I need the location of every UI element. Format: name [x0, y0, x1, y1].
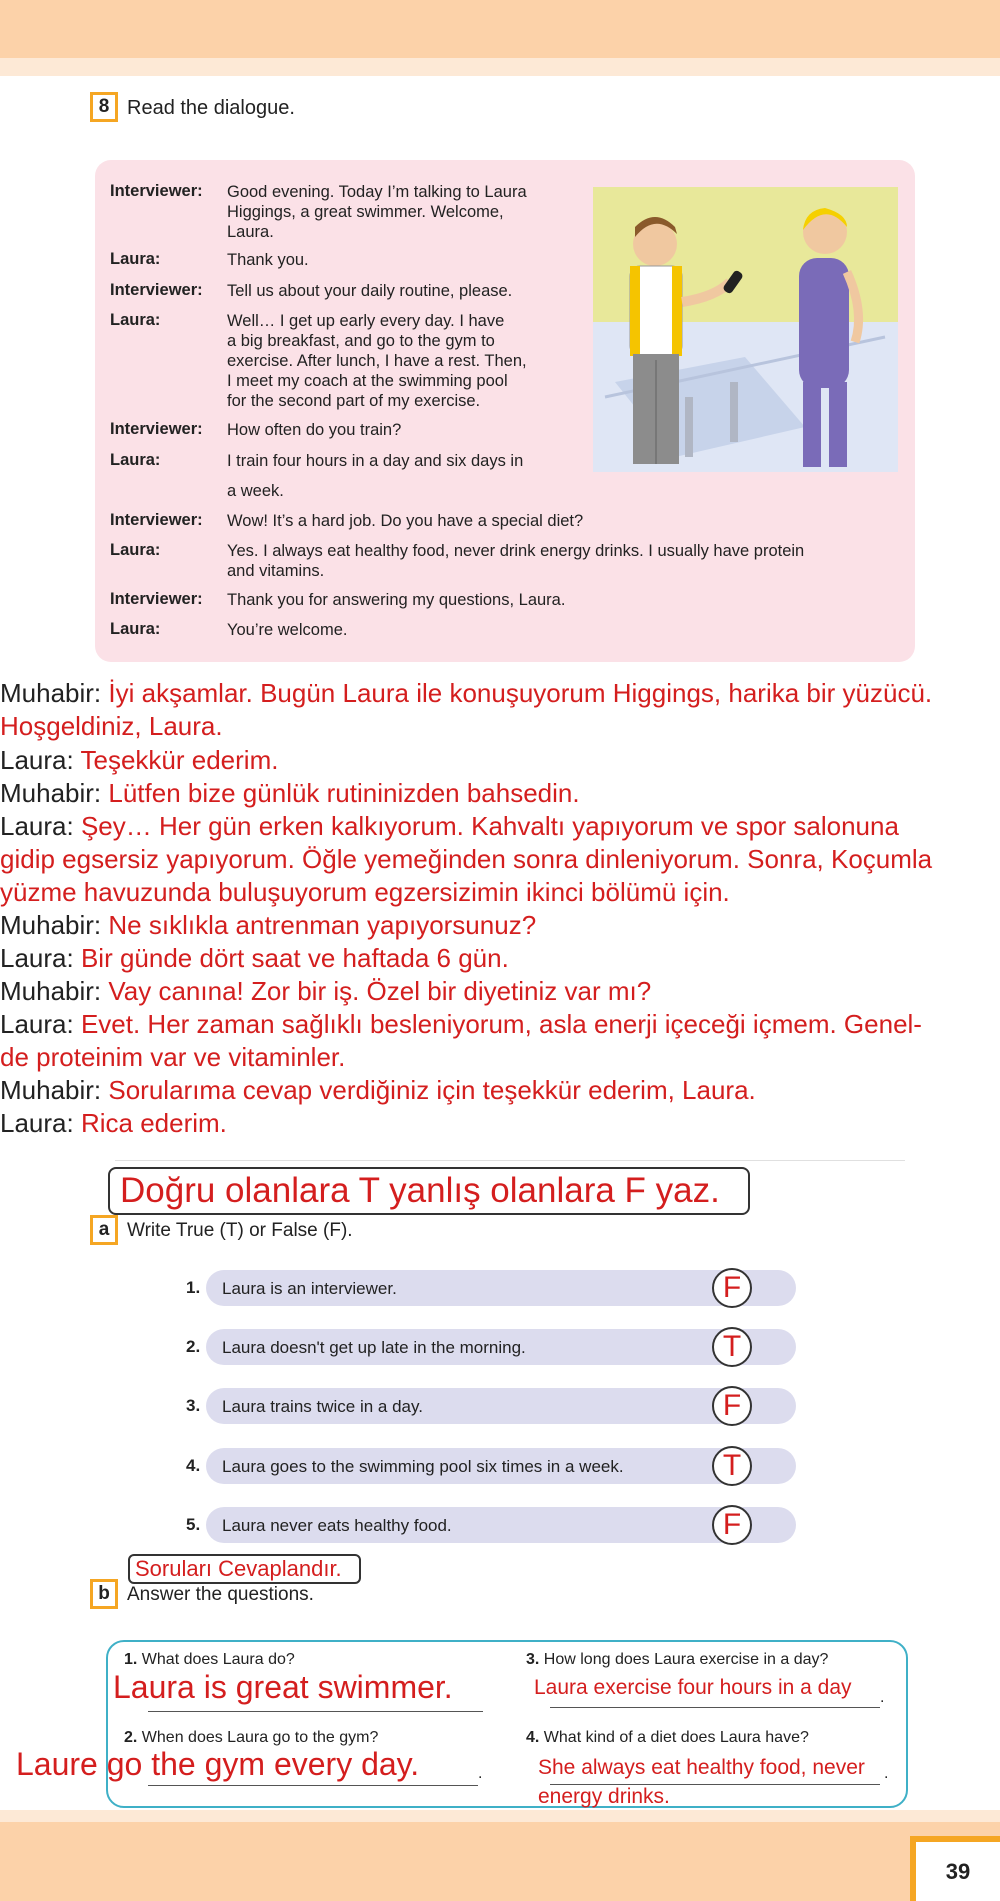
question-1: 1. What does Laura do? [124, 1651, 295, 1668]
translation-line: Laura: Evet. Her zaman sağlıklı besleniyorum, asla enerji içeceği içmem. Genel- [0, 1009, 922, 1039]
translation-line: gidip egsersiz yapıyorum. Öğle yemeğinden sonra dinleniyorum. Sonra, Koçumla [0, 844, 933, 874]
tf-answer[interactable]: F [712, 1386, 752, 1426]
translation-line: Laura: Rica ederim. [0, 1108, 227, 1138]
translation-line: Laura: Bir günde dört saat ve haftada 6 gün. [0, 943, 509, 973]
part-a-label: a [90, 1215, 118, 1245]
answer-line-3[interactable] [550, 1707, 880, 1708]
answer-3: Laura exercise four hours in a day [534, 1676, 852, 1699]
dialogue-speaker: Interviewer: [110, 182, 203, 200]
dialogue-speaker: Interviewer: [110, 420, 203, 438]
answer-1: Laura is great swimmer. [113, 1669, 453, 1705]
tf-number: 4. [186, 1456, 201, 1475]
dialogue-line: Yes. I always eat healthy food, never drink energy drinks. I usually have protein [227, 542, 805, 560]
translation-line: Laura: Teşekkür ederim. [0, 745, 279, 775]
part-a-title: Write True (T) or False (F). [127, 1220, 353, 1241]
tf-statement: Laura doesn't get up late in the morning. [222, 1338, 526, 1357]
dialogue-line: Good evening. Today I’m talking to Laura [227, 183, 527, 201]
dialogue-line: a week. [227, 482, 284, 500]
dialogue-line: Well… I get up early every day. I have [227, 312, 505, 330]
page-number: 39 [910, 1836, 1000, 1901]
translation-line: Muhabir: Sorularıma cevap verdiğiniz için teşekkür ederim, Laura. [0, 1075, 756, 1105]
tf-number: 2. [186, 1337, 201, 1356]
dialogue-speaker: Laura: [110, 311, 161, 329]
dialogue-line: for the second part of my exercise. [227, 392, 481, 410]
answer-period: . [880, 1689, 885, 1706]
dialogue-line: You’re welcome. [227, 621, 348, 639]
answer-4-line-2: energy drinks. [538, 1785, 670, 1808]
dialogue-speaker: Interviewer: [110, 511, 203, 529]
translation-line: Laura: Şey… Her gün erken kalkıyorum. Kahvaltı yapıyorum ve spor salonuna [0, 811, 899, 841]
tf-answer[interactable]: F [712, 1268, 752, 1308]
answer-line-1[interactable] [148, 1711, 483, 1712]
tf-number: 5. [186, 1515, 201, 1534]
translation-line: yüzme havuzunda buluşuyorum egzersizimin ikinci bölümü için. [0, 877, 730, 907]
tf-number: 1. [186, 1278, 201, 1297]
part-b-title: Answer the questions. [127, 1584, 314, 1605]
dialogue-line: Wow! It’s a hard job. Do you have a special diet? [227, 512, 584, 530]
tf-statement: Laura goes to the swimming pool six times in a week. [222, 1457, 624, 1476]
tf-statement: Laura never eats healthy food. [222, 1516, 452, 1535]
translation-line: Hoşgeldiniz, Laura. [0, 711, 223, 741]
question-3: 3. How long does Laura exercise in a day? [526, 1651, 829, 1668]
dialogue-line: Tell us about your daily routine, please. [227, 282, 513, 300]
interview-illustration [585, 182, 905, 477]
dialogue-line: Higgings, a great swimmer. Welcome, [227, 203, 504, 221]
divider [115, 1160, 905, 1161]
translation-line: Muhabir: Vay canına! Zor bir iş. Özel bir diyetiniz var mı? [0, 976, 652, 1006]
tf-answer[interactable]: T [712, 1446, 752, 1486]
dialogue-line: I meet my coach at the swimming pool [227, 372, 508, 390]
dialogue-line: Laura. [227, 223, 274, 241]
answer-line-2[interactable] [148, 1785, 478, 1786]
translation-line: Muhabir: Lütfen bize günlük rutininizden bahsedin. [0, 778, 580, 808]
dialogue-speaker: Laura: [110, 541, 161, 559]
exercise-title: Read the dialogue. [127, 97, 295, 119]
translation-line: de proteinim var ve vitaminler. [0, 1042, 346, 1072]
dialogue-line: Thank you for answering my questions, Laura. [227, 591, 566, 609]
dialogue-speaker: Laura: [110, 620, 161, 638]
dialogue-line: a big breakfast, and go to the gym to [227, 332, 495, 350]
dialogue-line: I train four hours in a day and six days in [227, 452, 524, 470]
dialogue-line: exercise. After lunch, I have a rest. Then, [227, 352, 527, 370]
answer-2: Laure go the gym every day. [16, 1746, 420, 1782]
part-b-label: b [90, 1579, 118, 1609]
answer-period: . [478, 1765, 483, 1782]
question-2: 2. When does Laura go to the gym? [124, 1729, 379, 1746]
translation-line: Muhabir: Ne sıklıkla antrenman yapıyorsunuz? [0, 910, 537, 940]
dialogue-speaker: Interviewer: [110, 281, 203, 299]
dialogue-line: and vitamins. [227, 562, 325, 580]
dialogue-speaker: Laura: [110, 451, 161, 469]
bottom-decor-bar [0, 1822, 1000, 1901]
answer-period: . [884, 1765, 889, 1782]
handwritten-instruction-a: Doğru olanlara T yanlış olanlara F yaz. [108, 1167, 750, 1215]
top-decor-bar-light [0, 58, 1000, 76]
dialogue-speaker: Interviewer: [110, 590, 203, 608]
tf-answer[interactable]: F [712, 1505, 752, 1545]
dialogue-speaker: Laura: [110, 250, 161, 268]
translation-line: Muhabir: İyi akşamlar. Bugün Laura ile konuşuyorum Higgings, harika bir yüzücü. [0, 678, 933, 708]
tf-number: 3. [186, 1396, 201, 1415]
answer-4-line-1: She always eat healthy food, never [538, 1756, 865, 1779]
handwritten-instruction-b: Soruları Cevaplandır. [128, 1554, 361, 1584]
exercise-number-badge: 8 [90, 92, 118, 122]
dialogue-line: Thank you. [227, 251, 309, 269]
tf-statement: Laura is an interviewer. [222, 1279, 397, 1298]
dialogue-line: How often do you train? [227, 421, 402, 439]
top-decor-bar [0, 0, 1000, 58]
question-4: 4. What kind of a diet does Laura have? [526, 1729, 809, 1746]
tf-answer[interactable]: T [712, 1327, 752, 1367]
tf-statement: Laura trains twice in a day. [222, 1397, 423, 1416]
